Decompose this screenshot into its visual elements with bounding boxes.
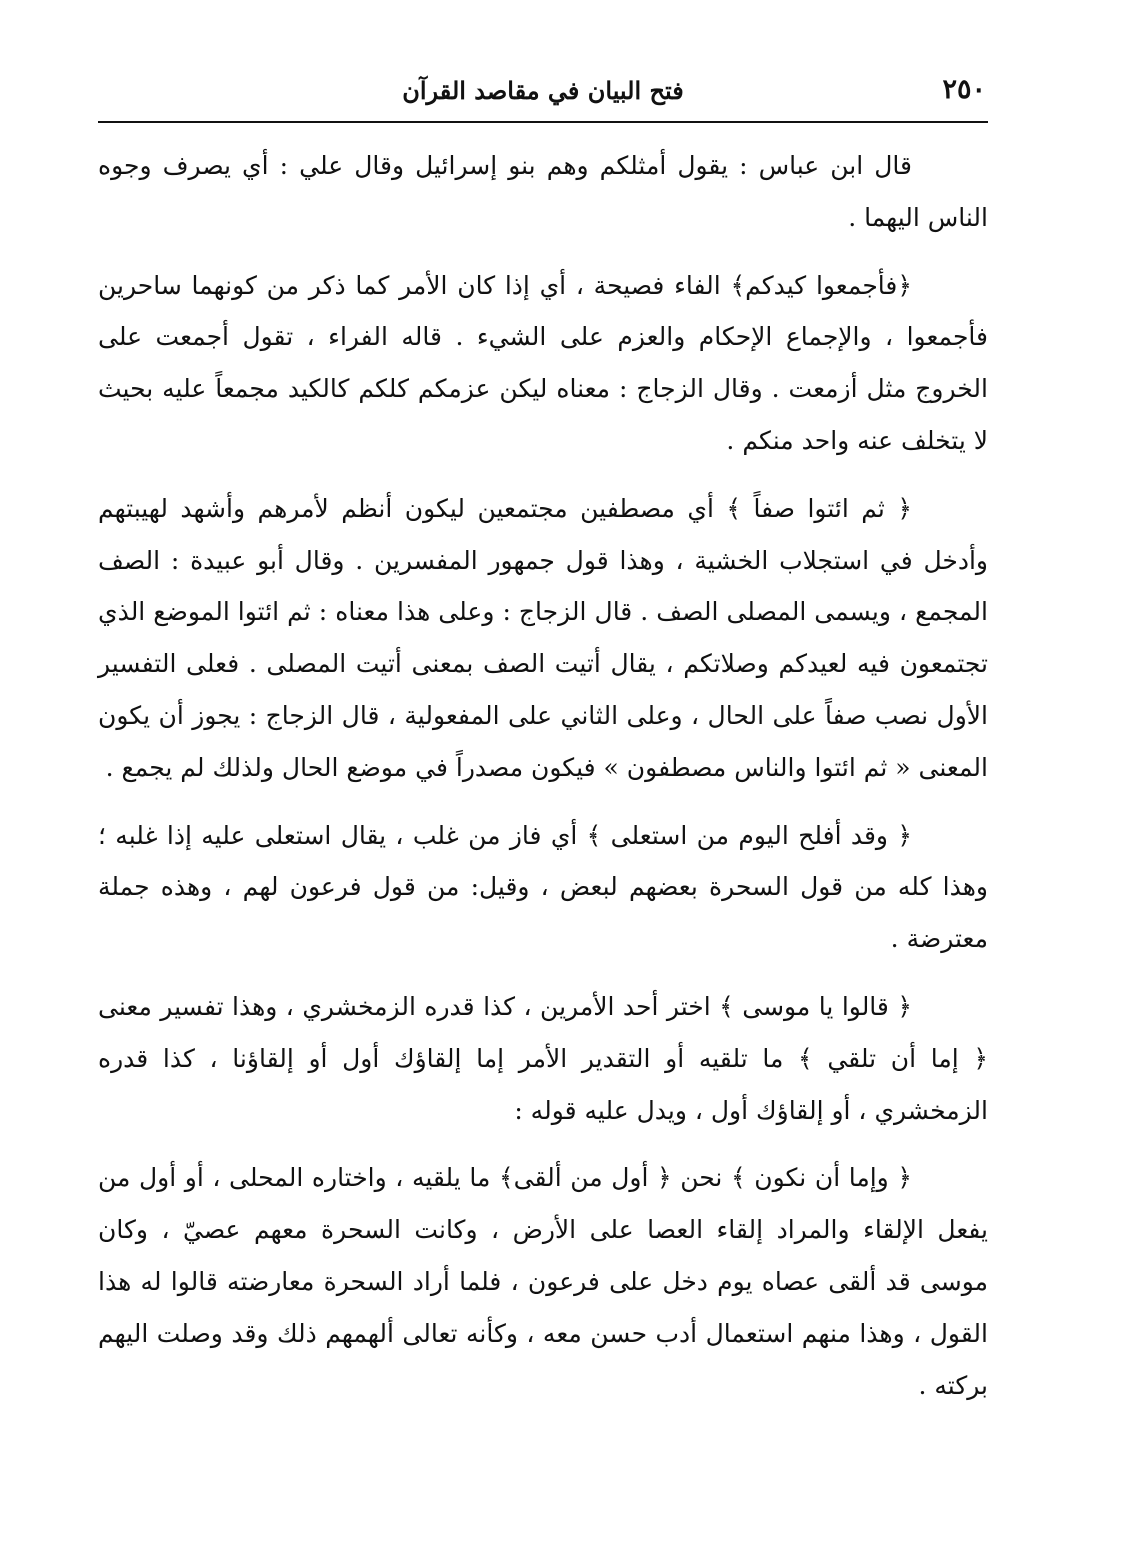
paragraph-3: ﴿ ثم ائتوا صفاً ﴾ أي مصطفين مجتمعين ليكون أنظم لأمرهم وأشهد لهيبتهم وأدخل في استجلاب الخشية ، وهذا قول جمهور المفسرين . وقال أبو عبيدة : الصف المجمع ، ويسمى المصلى الصف . قال الزجاج : وعلى هذا معناه : ثم ائتوا الموضع الذي تجتمعون فيه لعيدكم وصلاتكم ، يقال أتيت الصف بمعنى أتيت المصلى . فعلى التفسير الأول نصب صفاً على الحال ، وعلى الثاني على المفعولية ، قال الزجاج : يجوز أن يكون المعنى « ثم ائتوا والناس مصطفون » فيكون مصدراً في موضع الحال ولذلك لم يجمع . — [98, 493, 988, 782]
paragraph-6: ﴿ وإما أن نكون ﴾ نحن ﴿ أول من ألقى﴾ ما يلقيه ، واختاره المحلى ، أو أول من يفعل الإلقاء والمراد إلقاء العصا على الأرض ، وكانت السحرة معهم عصيّ ، وكان موسى قد ألقى عصاه يوم دخل على فرعون ، فلما أراد السحرة معارضته قالوا له هذا القول ، وهذا منهم استعمال أدب حسن معه ، وكأنه تعالى ألهمهم ذلك وقد وصلت اليهم بركته . — [98, 1163, 988, 1400]
paragraph-1: قال ابن عباس : يقول أمثلكم وهم بنو إسرائيل وقال علي : أي يصرف وجوه الناس اليهما . — [98, 151, 988, 232]
running-title: فتح البيان في مقاصد القرآن — [402, 76, 684, 105]
page-header — [98, 72, 988, 118]
page-number: ٢٥٠ — [942, 74, 986, 105]
body-text — [98, 140, 988, 1427]
paragraph-4: ﴿ وقد أفلح اليوم من استعلى ﴾ أي فاز من غلب ، يقال استعلى عليه إذا غلبه ؛ وهذا كله من قول السحرة بعضهم لبعض ، وقيل: من قول فرعون لهم ، وهذه جملة معترضة . — [98, 820, 988, 954]
header-rule — [98, 121, 988, 123]
paragraph-2: ﴿فأجمعوا كيدكم﴾ الفاء فصيحة ، أي إذا كان الأمر كما ذكر من كونهما ساحرين فأجمعوا ، والإجماع الإحكام والعزم على الشيء . قاله الفراء ، تقول أجمعت على الخروج مثل أزمعت . وقال الزجاج : معناه ليكن عزمكم كلكم كالكيد مجمعاً عليه بحيث لا يتخلف عنه واحد منكم . — [98, 270, 988, 455]
paragraph-5: ﴿ قالوا يا موسى ﴾ اختر أحد الأمرين ، كذا قدره الزمخشري ، وهذا تفسير معنى ﴿ إما أن تلقي ﴾ ما تلقيه أو التقدير الأمر إما إلقاؤك أول أو إلقاؤنا ، كذا قدره الزمخشري ، أو إلقاؤك أول ، ويدل عليه قوله : — [98, 991, 988, 1125]
